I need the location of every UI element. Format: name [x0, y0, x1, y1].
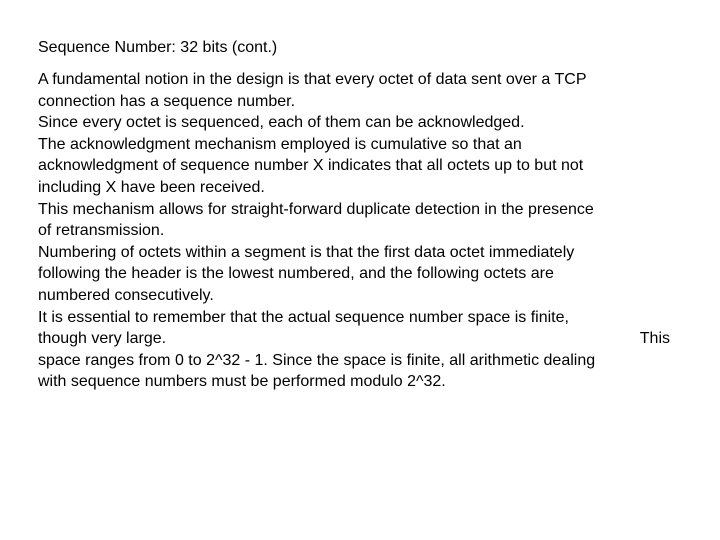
text-line: The acknowledgment mechanism employed is cumulative so that an: [38, 135, 522, 153]
text-line: It is essential to remember that the actual sequence number space is finite,: [38, 308, 569, 326]
text-line: connection has a sequence number.: [38, 92, 296, 110]
text-line: Since every octet is sequenced, each of them can be acknowledged.: [38, 114, 525, 132]
paragraph-6: [38, 307, 674, 393]
slide-title: Sequence Number: 32 bits (cont.): [38, 39, 278, 56]
text-line: This mechanism allows for straight-forward duplicate detection in the presence: [38, 200, 594, 218]
paragraph-1: [38, 69, 674, 112]
text-line: Numbering of octets within a segment is that the first data octet immediately: [38, 243, 575, 261]
text-line: numbered consecutively.: [38, 286, 214, 304]
paragraph-2: [38, 112, 674, 134]
split-line-left: though very large.: [38, 330, 167, 348]
paragraph-3: [38, 134, 674, 199]
text-line: acknowledgment of sequence number X indicates that all octets up to but not: [38, 157, 584, 175]
text-line: following the header is the lowest numbered, and the following octets are: [38, 265, 554, 283]
split-line-right: This: [639, 330, 670, 348]
text-line: with sequence numbers must be performed modulo 2^32.: [38, 373, 446, 391]
text-line: including X have been received.: [38, 178, 265, 196]
slide-body: [38, 69, 674, 393]
split-text-line: [38, 328, 670, 350]
text-line: of retransmission.: [38, 222, 165, 240]
paragraph-4: [38, 199, 674, 242]
text-line: space ranges from 0 to 2^32 - 1. Since the space is finite, all arithmetic dealing: [38, 351, 596, 369]
paragraph-5: [38, 242, 674, 307]
text-line: A fundamental notion in the design is that every octet of data sent over a TCP: [38, 71, 587, 88]
